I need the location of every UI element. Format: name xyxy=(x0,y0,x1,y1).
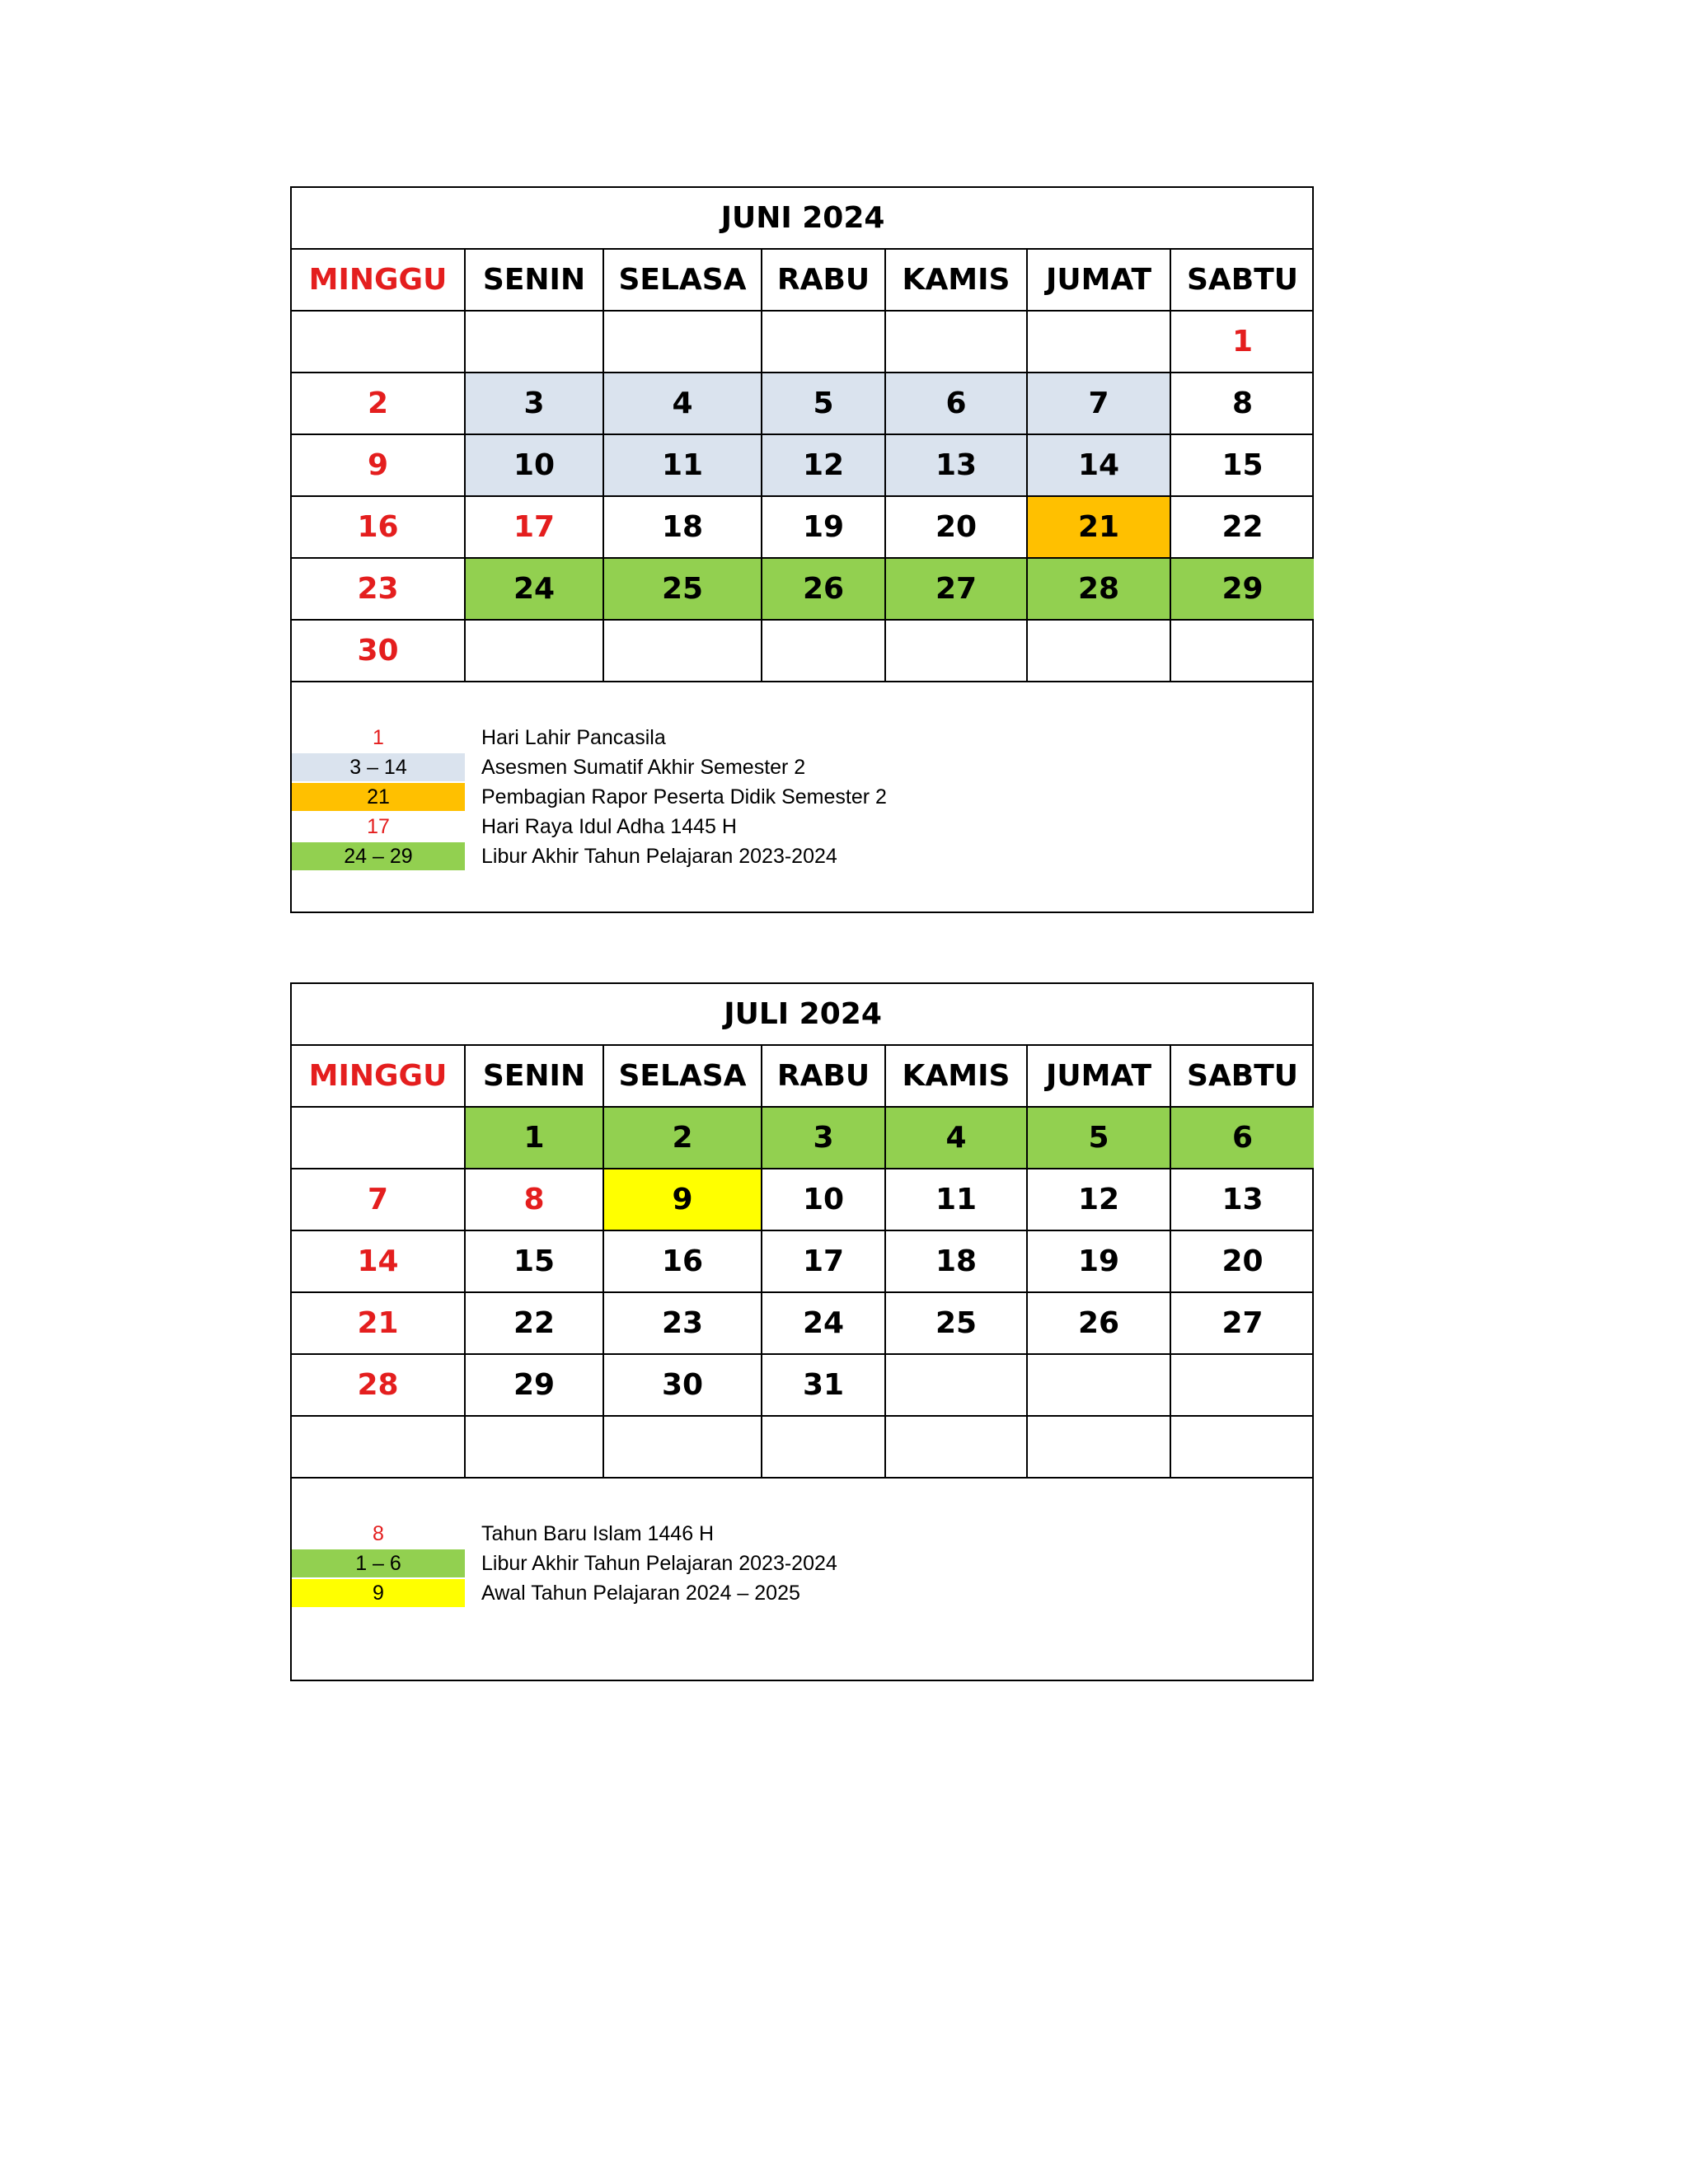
empty-day-cell xyxy=(1170,1416,1314,1478)
weekday-header-sabtu: SABTU xyxy=(1170,1045,1314,1107)
legend-item xyxy=(292,783,1312,811)
empty-day-cell xyxy=(885,620,1027,682)
empty-day-cell xyxy=(762,1416,885,1478)
legend-description: Libur Akhir Tahun Pelajaran 2023-2024 xyxy=(481,1552,837,1575)
week-row xyxy=(292,1354,1314,1416)
day-cell: 28 xyxy=(1027,558,1170,620)
week-row xyxy=(292,496,1314,558)
week-row xyxy=(292,1230,1314,1292)
legend-description: Asesmen Sumatif Akhir Semester 2 xyxy=(481,756,806,779)
day-cell: 31 xyxy=(762,1354,885,1416)
day-cell: 23 xyxy=(292,558,465,620)
week-row xyxy=(292,1169,1314,1230)
week-row xyxy=(292,434,1314,496)
day-cell: 30 xyxy=(603,1354,762,1416)
day-cell: 11 xyxy=(603,434,762,496)
weekday-header-row xyxy=(292,1045,1314,1107)
calendar-juli-2024 xyxy=(290,982,1314,1681)
day-cell: 6 xyxy=(885,373,1027,434)
day-cell: 12 xyxy=(1027,1169,1170,1230)
day-cell: 6 xyxy=(1170,1107,1314,1169)
empty-day-cell xyxy=(1170,620,1314,682)
day-cell: 4 xyxy=(603,373,762,434)
weekday-header-selasa: SELASA xyxy=(603,1045,762,1107)
legend-item xyxy=(292,1549,1312,1577)
day-cell: 25 xyxy=(603,558,762,620)
weekday-header-minggu: MINGGU xyxy=(292,1045,465,1107)
day-cell: 9 xyxy=(292,434,465,496)
day-cell: 21 xyxy=(1027,496,1170,558)
empty-day-cell xyxy=(885,311,1027,373)
legend-key: 21 xyxy=(292,783,465,811)
weekday-header-jumat: JUMAT xyxy=(1027,1045,1170,1107)
weeks-body xyxy=(292,311,1314,682)
day-cell: 10 xyxy=(762,1169,885,1230)
legend-key: 8 xyxy=(373,1522,384,1545)
day-cell: 30 xyxy=(292,620,465,682)
empty-day-cell xyxy=(603,1416,762,1478)
week-row xyxy=(292,1416,1314,1478)
day-cell: 18 xyxy=(885,1230,1027,1292)
day-cell: 14 xyxy=(1027,434,1170,496)
week-row xyxy=(292,620,1314,682)
day-cell: 28 xyxy=(292,1354,465,1416)
empty-day-cell xyxy=(603,311,762,373)
day-cell: 26 xyxy=(1027,1292,1170,1354)
legend-key: 9 xyxy=(292,1579,465,1607)
weekday-header-rabu: RABU xyxy=(762,1045,885,1107)
day-cell: 15 xyxy=(465,1230,603,1292)
day-cell: 16 xyxy=(603,1230,762,1292)
day-cell: 11 xyxy=(885,1169,1027,1230)
legend-description: Pembagian Rapor Peserta Didik Semester 2 xyxy=(481,785,887,808)
legend-description: Hari Raya Idul Adha 1445 H xyxy=(481,815,737,838)
day-cell: 7 xyxy=(1027,373,1170,434)
weekday-header-rabu: RABU xyxy=(762,249,885,311)
empty-day-cell xyxy=(292,1107,465,1169)
legend-item xyxy=(292,842,1312,870)
day-cell: 3 xyxy=(465,373,603,434)
empty-day-cell xyxy=(885,1416,1027,1478)
legend-item xyxy=(292,724,1312,752)
legend xyxy=(292,1479,1312,1663)
legend-key: 24 – 29 xyxy=(292,842,465,870)
empty-day-cell xyxy=(1027,1416,1170,1478)
day-cell: 5 xyxy=(1027,1107,1170,1169)
legend-key: 1 xyxy=(373,726,384,749)
day-cell: 1 xyxy=(465,1107,603,1169)
weekday-header-kamis: KAMIS xyxy=(885,249,1027,311)
empty-day-cell xyxy=(292,1416,465,1478)
legend-description: Tahun Baru Islam 1446 H xyxy=(481,1522,715,1545)
day-cell: 13 xyxy=(885,434,1027,496)
weekday-header-kamis: KAMIS xyxy=(885,1045,1027,1107)
day-cell: 29 xyxy=(465,1354,603,1416)
month-title: JUNI 2024 xyxy=(292,188,1314,249)
empty-day-cell xyxy=(465,1416,603,1478)
calendar-grid xyxy=(292,188,1314,682)
legend-description: Hari Lahir Pancasila xyxy=(481,726,666,749)
day-cell: 24 xyxy=(465,558,603,620)
empty-day-cell xyxy=(885,1354,1027,1416)
legend-item xyxy=(292,753,1312,781)
empty-day-cell xyxy=(762,311,885,373)
calendar-juni-2024 xyxy=(290,186,1314,913)
day-cell: 26 xyxy=(762,558,885,620)
empty-day-cell xyxy=(465,311,603,373)
day-cell: 17 xyxy=(762,1230,885,1292)
day-cell: 23 xyxy=(603,1292,762,1354)
day-cell: 20 xyxy=(1170,1230,1314,1292)
empty-day-cell xyxy=(465,620,603,682)
day-cell: 1 xyxy=(1170,311,1314,373)
day-cell: 24 xyxy=(762,1292,885,1354)
weekday-header-selasa: SELASA xyxy=(603,249,762,311)
week-row xyxy=(292,558,1314,620)
legend-item xyxy=(292,1520,1312,1548)
empty-day-cell xyxy=(1027,311,1170,373)
empty-day-cell xyxy=(1170,1354,1314,1416)
empty-day-cell xyxy=(1027,1354,1170,1416)
empty-day-cell xyxy=(762,620,885,682)
weekday-header-senin: SENIN xyxy=(465,1045,603,1107)
legend-item xyxy=(292,1579,1312,1607)
day-cell: 8 xyxy=(1170,373,1314,434)
legend-key: 3 – 14 xyxy=(292,753,465,781)
week-row xyxy=(292,1107,1314,1169)
week-row xyxy=(292,373,1314,434)
week-row xyxy=(292,311,1314,373)
weekday-header-jumat: JUMAT xyxy=(1027,249,1170,311)
empty-day-cell xyxy=(603,620,762,682)
day-cell: 3 xyxy=(762,1107,885,1169)
month-title: JULI 2024 xyxy=(292,984,1314,1045)
day-cell: 14 xyxy=(292,1230,465,1292)
empty-day-cell xyxy=(292,311,465,373)
day-cell: 2 xyxy=(292,373,465,434)
day-cell: 4 xyxy=(885,1107,1027,1169)
day-cell: 12 xyxy=(762,434,885,496)
legend xyxy=(292,682,1312,895)
day-cell: 9 xyxy=(603,1169,762,1230)
day-cell: 16 xyxy=(292,496,465,558)
legend-description: Awal Tahun Pelajaran 2024 – 2025 xyxy=(481,1582,800,1605)
day-cell: 17 xyxy=(465,496,603,558)
day-cell: 27 xyxy=(885,558,1027,620)
empty-day-cell xyxy=(1027,620,1170,682)
weekday-header-row xyxy=(292,249,1314,311)
day-cell: 21 xyxy=(292,1292,465,1354)
weekday-header-senin: SENIN xyxy=(465,249,603,311)
day-cell: 22 xyxy=(465,1292,603,1354)
day-cell: 27 xyxy=(1170,1292,1314,1354)
day-cell: 8 xyxy=(465,1169,603,1230)
day-cell: 15 xyxy=(1170,434,1314,496)
legend-item xyxy=(292,813,1312,841)
day-cell: 29 xyxy=(1170,558,1314,620)
day-cell: 7 xyxy=(292,1169,465,1230)
day-cell: 13 xyxy=(1170,1169,1314,1230)
day-cell: 2 xyxy=(603,1107,762,1169)
day-cell: 22 xyxy=(1170,496,1314,558)
weekday-header-sabtu: SABTU xyxy=(1170,249,1314,311)
legend-description: Libur Akhir Tahun Pelajaran 2023-2024 xyxy=(481,845,837,868)
day-cell: 10 xyxy=(465,434,603,496)
day-cell: 18 xyxy=(603,496,762,558)
week-row xyxy=(292,1292,1314,1354)
calendar-grid xyxy=(292,984,1314,1479)
legend-key: 17 xyxy=(367,815,390,838)
day-cell: 20 xyxy=(885,496,1027,558)
weeks-body xyxy=(292,1107,1314,1478)
day-cell: 19 xyxy=(1027,1230,1170,1292)
day-cell: 25 xyxy=(885,1292,1027,1354)
day-cell: 5 xyxy=(762,373,885,434)
day-cell: 19 xyxy=(762,496,885,558)
weekday-header-minggu: MINGGU xyxy=(292,249,465,311)
legend-key: 1 – 6 xyxy=(292,1549,465,1577)
